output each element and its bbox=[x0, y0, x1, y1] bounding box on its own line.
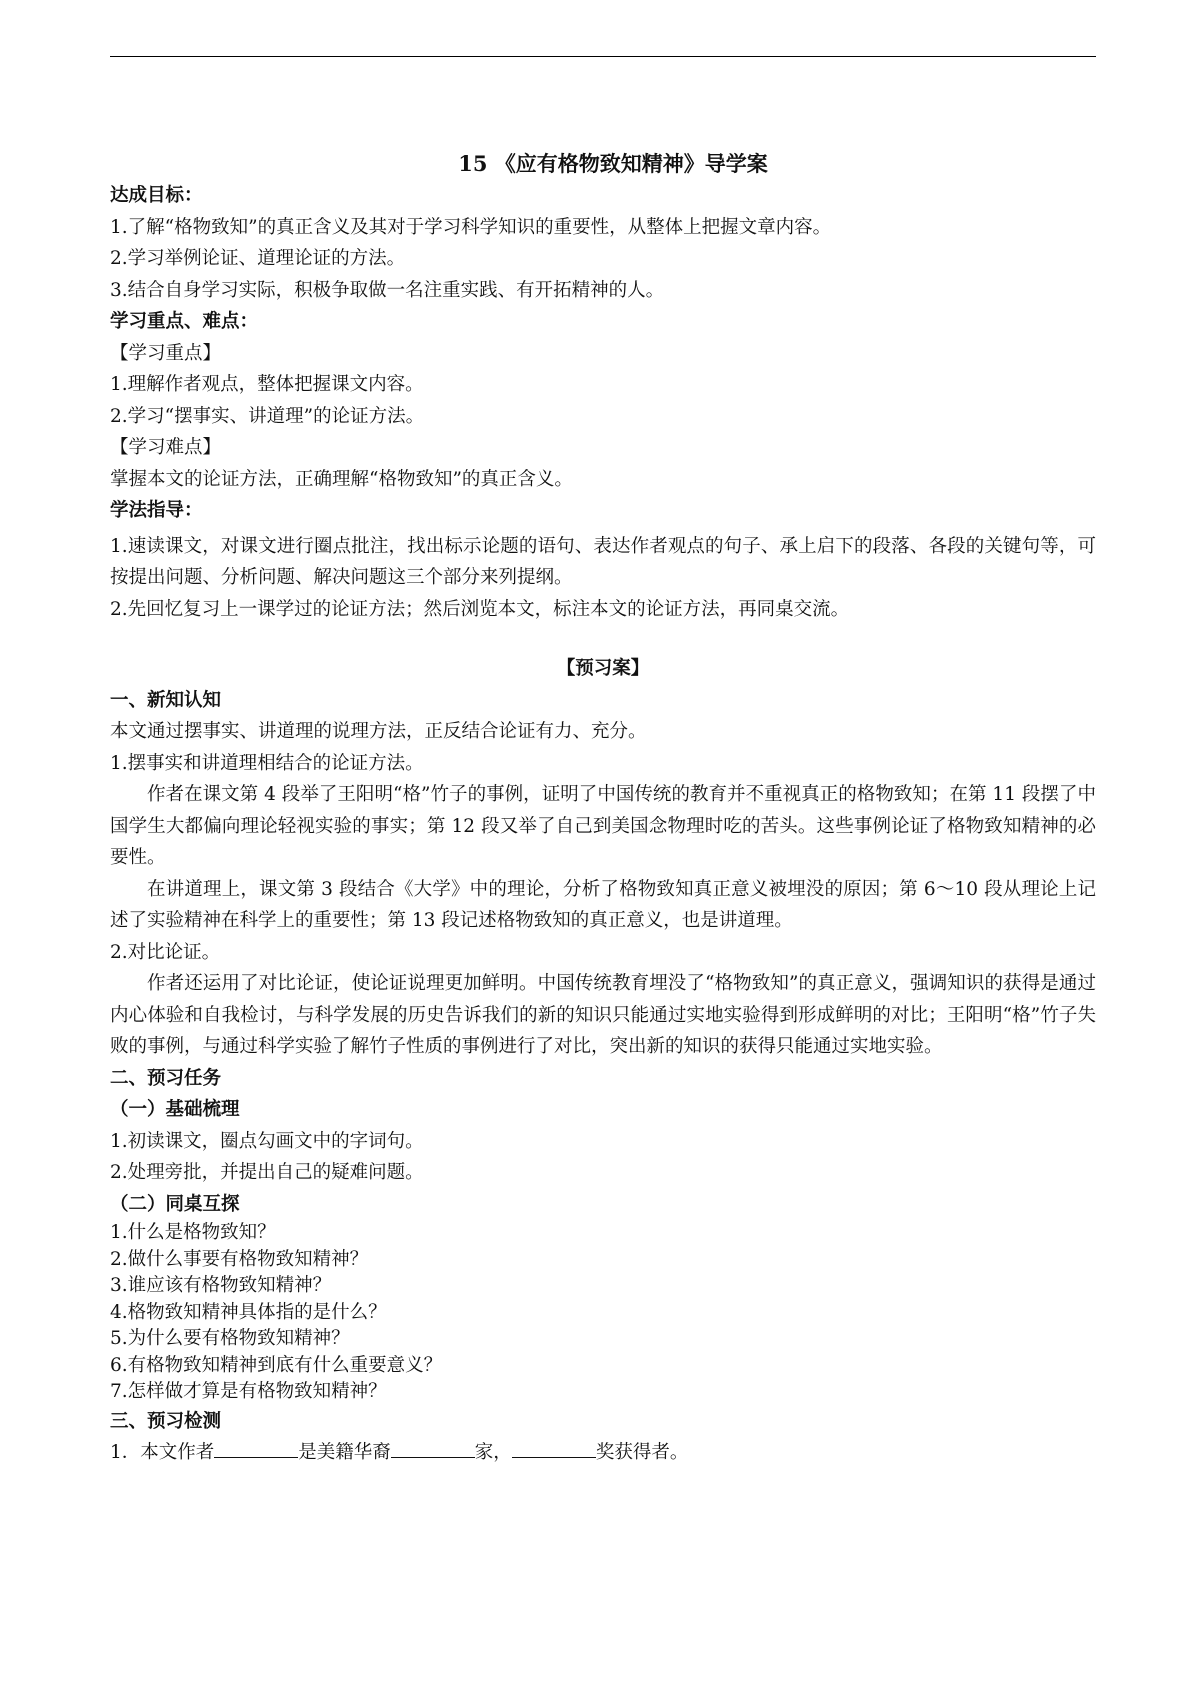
header-rule bbox=[110, 56, 1096, 57]
peer-item: 4.格物致知精神具体指的是什么？ bbox=[110, 1301, 387, 1323]
peer-item: 6.有格物致知精神到底有什么重要意义？ bbox=[110, 1354, 443, 1376]
peer-item: 1.什么是格物致知？ bbox=[110, 1222, 276, 1243]
part1-intro: 本文通过摆事实、讲道理的说理方法，正反结合论证有力、充分。 bbox=[110, 721, 647, 742]
part3-heading: 三、预习检测 bbox=[110, 1410, 222, 1432]
quiz-text: 奖获得者。 bbox=[595, 1442, 689, 1463]
part2-heading: 二、预习任务 bbox=[110, 1067, 222, 1089]
answer-blank[interactable] bbox=[512, 1439, 596, 1458]
document-body bbox=[110, 148, 1096, 1469]
answer-blank[interactable] bbox=[391, 1439, 475, 1458]
basic-item: 2.处理旁批，并提出自己的疑难问题。 bbox=[110, 1162, 424, 1183]
quiz-text: 1．本文作者 bbox=[110, 1442, 215, 1463]
quiz-question-1 bbox=[110, 1437, 1096, 1469]
method-heading: 学法指导： bbox=[110, 500, 203, 521]
goal-item: 2.学习举例论证、道理论证的方法。 bbox=[110, 248, 406, 269]
focus-heading: 学习重点、难点： bbox=[110, 311, 259, 332]
preview-section-title: 【预习案】 bbox=[556, 658, 650, 679]
part1-subheading: 1.摆事实和讲道理相结合的论证方法。 bbox=[110, 752, 424, 774]
basic-item: 1.初读课文，圈点勾画文中的字词句。 bbox=[110, 1130, 424, 1152]
part1-subheading: 2.对比论证。 bbox=[110, 941, 221, 963]
peer-item: 3.谁应该有格物致知精神？ bbox=[110, 1275, 332, 1296]
key-points-label: 【学习重点】 bbox=[110, 342, 222, 364]
document-title: 15 《应有格物致知精神》导学案 bbox=[458, 151, 768, 176]
part1-paragraph: 在讲道理上，课文第 3 段结合《大学》中的理论，分析了格物致知真正意义被埋没的原因；第 6～10 段从理论上记述了实验精神在科学上的重要性；第 13 段记述格物致知的真正意义，也是讲道理。 bbox=[110, 878, 1096, 931]
goal-item: 1.了解“格物致知”的真正含义及其对于学习科学知识的重要性，从整体上把握文章内容。 bbox=[110, 216, 832, 238]
part1-paragraph: 作者在课文第 4 段举了王阳明“格”竹子的事例，证明了中国传统的教育并不重视真正的格物致知；在第 11 段摆了中国学生大都偏向理论轻视实验的事实；第 12 段又举了自己到美国念物理时吃的苦头。这些事例论证了格物致知精神的必要性。 bbox=[110, 784, 1096, 868]
peer-heading: （二）同桌互探 bbox=[110, 1193, 240, 1215]
part1-paragraph: 作者还运用了对比论证，使论证说理更加鲜明。中国传统教育埋没了“格物致知”的真正意义，强调知识的获得是通过内心体验和自我检讨，与科学发展的历史告诉我们的新的知识只能通过实地实验得到形成鲜明的对比；王阳明“格”竹子失败的事例，与通过科学实验了解竹子性质的事例进行了对比，突出新的知识的获得只能通过实地实验。 bbox=[110, 973, 1096, 1057]
key-point-item: 1.理解作者观点，整体把握课文内容。 bbox=[110, 374, 424, 395]
goals-heading: 达成目标： bbox=[110, 185, 203, 206]
method-item: 1.速读课文，对课文进行圈点批注，找出标示论题的语句、表达作者观点的句子、承上启下的段落、各段的关键句等，可按提出问题、分析问题、解决问题这三个部分来列提纲。 bbox=[110, 535, 1096, 588]
peer-item: 5.为什么要有格物致知精神？ bbox=[110, 1328, 350, 1349]
method-item: 2.先回忆复习上一课学过的论证方法；然后浏览本文，标注本文的论证方法，再同桌交流。 bbox=[110, 598, 850, 620]
quiz-text: 是美籍华裔 bbox=[298, 1442, 391, 1463]
peer-item: 7.怎样做才算是有格物致知精神？ bbox=[110, 1381, 387, 1402]
peer-item: 2.做什么事要有格物致知精神？ bbox=[110, 1248, 369, 1270]
key-point-item: 2.学习“摆事实、讲道理”的论证方法。 bbox=[110, 405, 425, 427]
quiz-text: 家， bbox=[474, 1442, 512, 1463]
goal-item: 3.结合自身学习实际，积极争取做一名注重实践、有开拓精神的人。 bbox=[110, 279, 665, 301]
part1-heading: 一、新知认知 bbox=[110, 689, 222, 711]
difficulty-text: 掌握本文的论证方法，正确理解“格物致知”的真正含义。 bbox=[110, 468, 573, 490]
basic-heading: （一）基础梳理 bbox=[110, 1099, 240, 1120]
difficulty-label: 【学习难点】 bbox=[110, 437, 222, 458]
answer-blank[interactable] bbox=[214, 1439, 298, 1458]
